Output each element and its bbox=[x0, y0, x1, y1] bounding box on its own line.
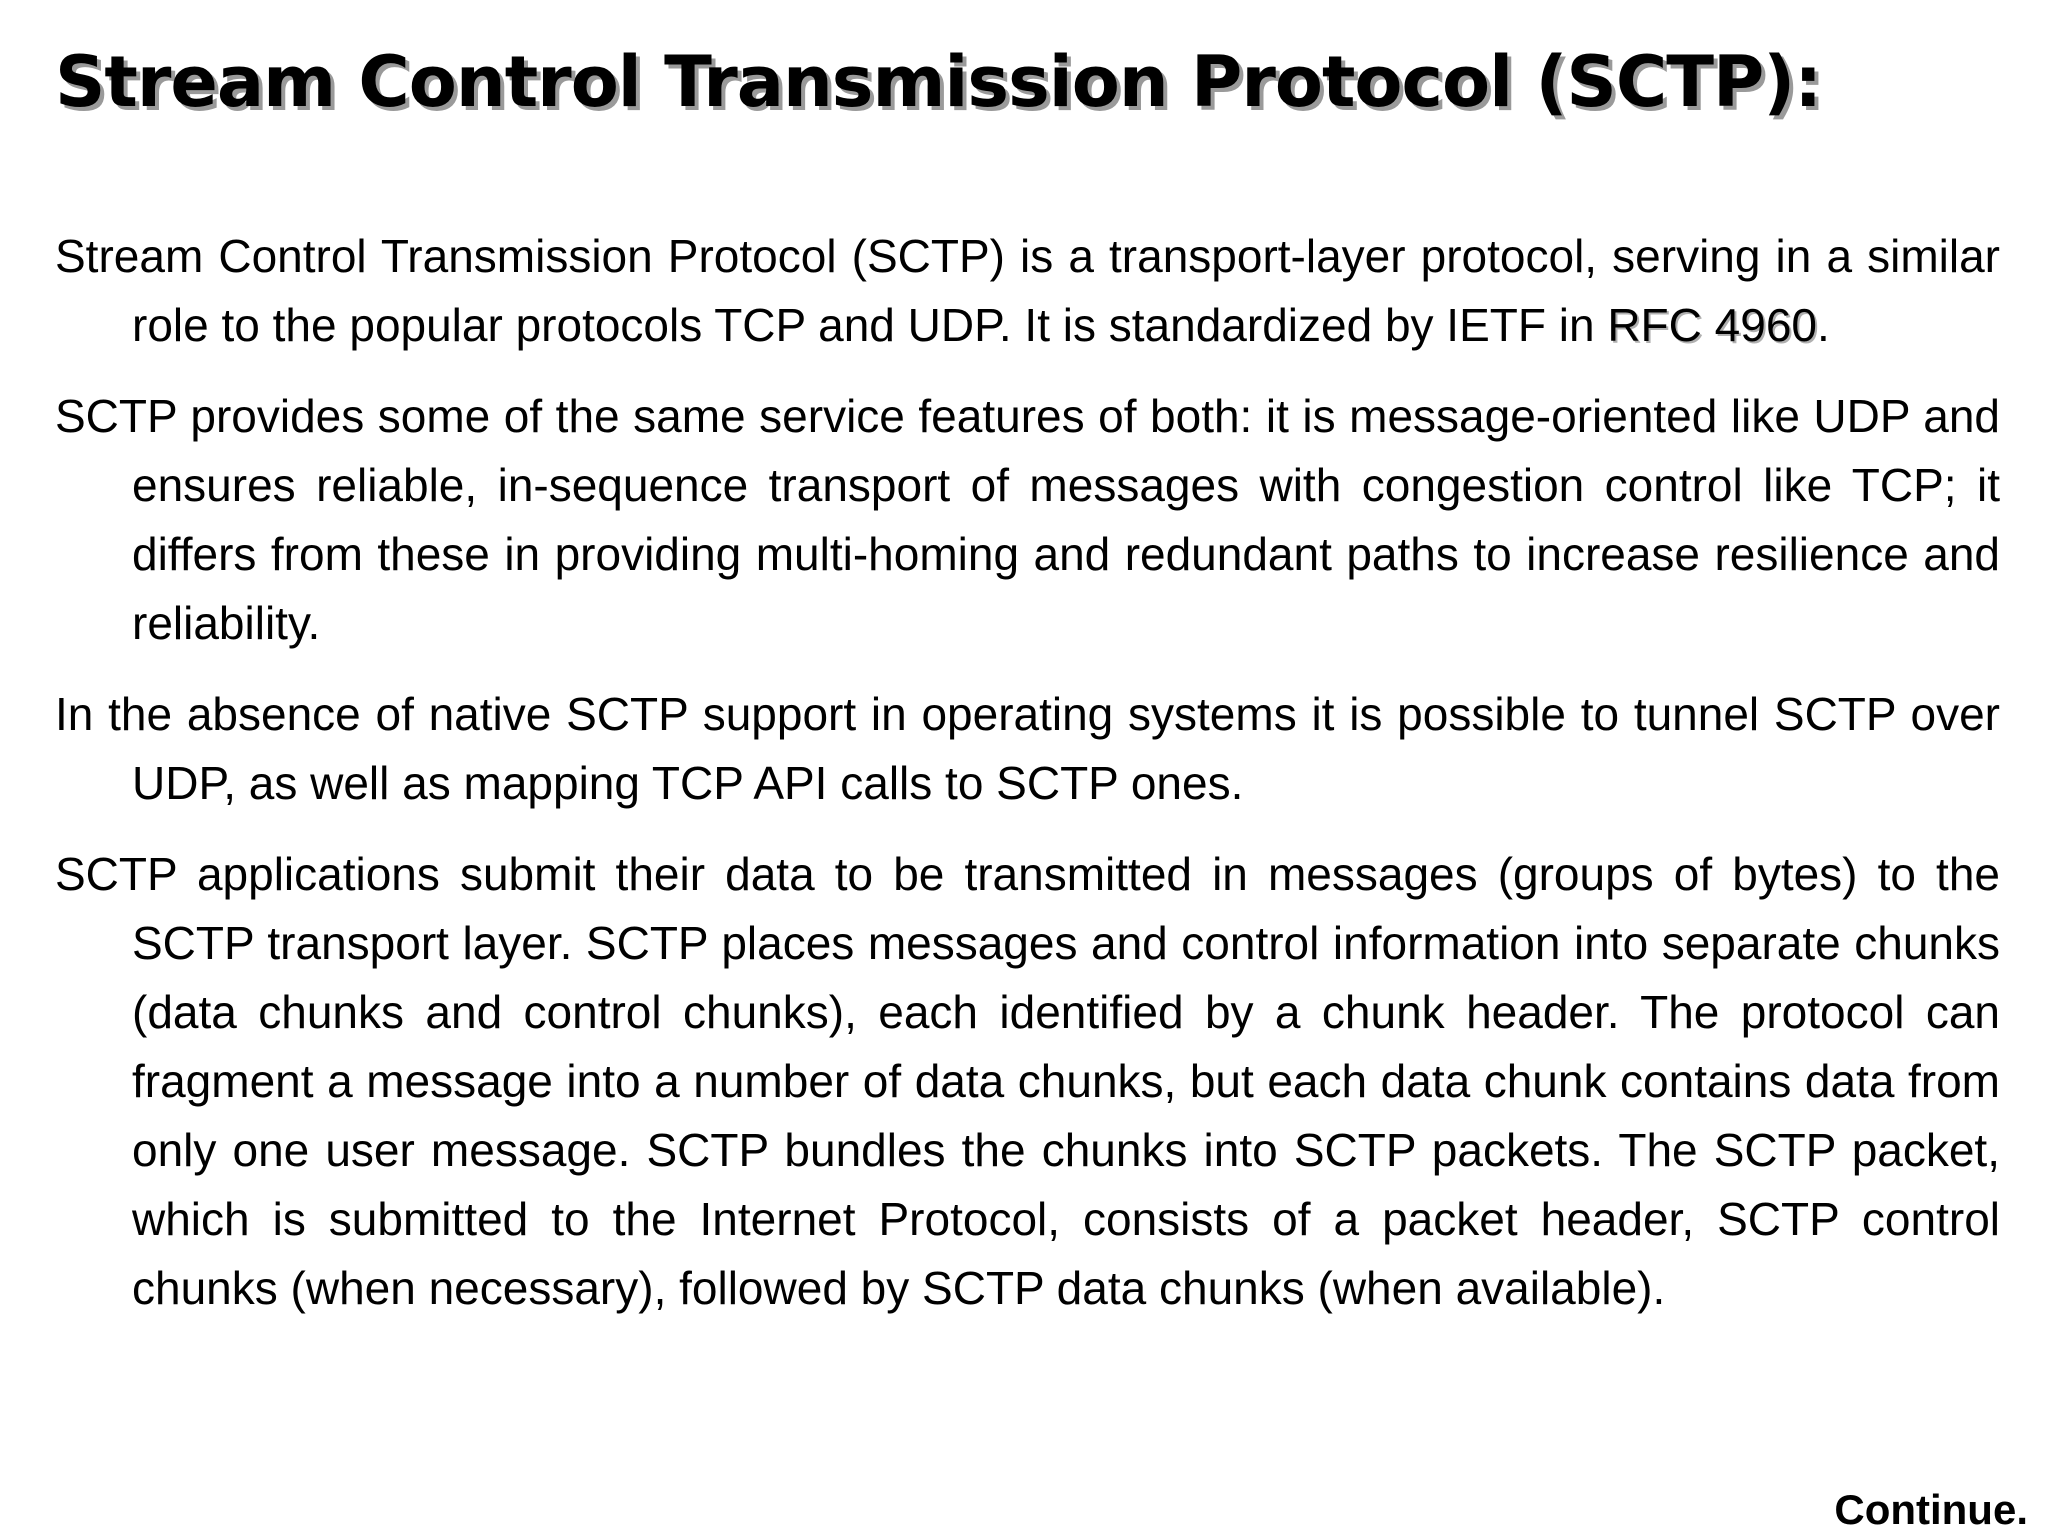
paragraph-chunks: SCTP applications submit their data to be transmitted in messages (groups of bytes) to the SCTP transport layer. SCTP places messages and control information into separate chunks (data chunks and control chunks), each identified by a chunk header. The protocol can fragment a message into a number of data chunks, but each data chunk contains data from only one user message. SCTP bundles the chunks into SCTP packets. The SCTP packet, which is submitted to the Internet Protocol, consists of a packet header, SCTP control chunks (when necessary), followed by SCTP data chunks (when available). bbox=[55, 848, 2000, 1314]
paragraph-intro-end: . bbox=[1816, 299, 1830, 351]
continue-link[interactable]: Continue. bbox=[1834, 1486, 2028, 1533]
paragraph-features: SCTP provides some of the same service features of both: it is message-oriented like UDP and ensures reliable, in-sequence transport of messages with congestion control like TCP; it differs from these in providing multi-homing and redundant paths to increase resilience and reliability. bbox=[55, 390, 2000, 649]
rfc-link[interactable]: RFC 4960 bbox=[1607, 299, 1817, 351]
paragraph-intro bbox=[55, 222, 2000, 360]
paragraph-intro-text: Stream Control Transmission Protocol (SCTP) is a transport-layer protocol, serving in a similar role to the popular protocols TCP and UDP. It is standardized by IETF in bbox=[55, 230, 2000, 351]
slide-body bbox=[55, 222, 2000, 1345]
page-title: Stream Control Transmission Protocol (SCTP): bbox=[55, 41, 1822, 123]
paragraph-tunneling: In the absence of native SCTP support in operating systems it is possible to tunnel SCTP over UDP, as well as mapping TCP API calls to SCTP ones. bbox=[55, 688, 2000, 809]
